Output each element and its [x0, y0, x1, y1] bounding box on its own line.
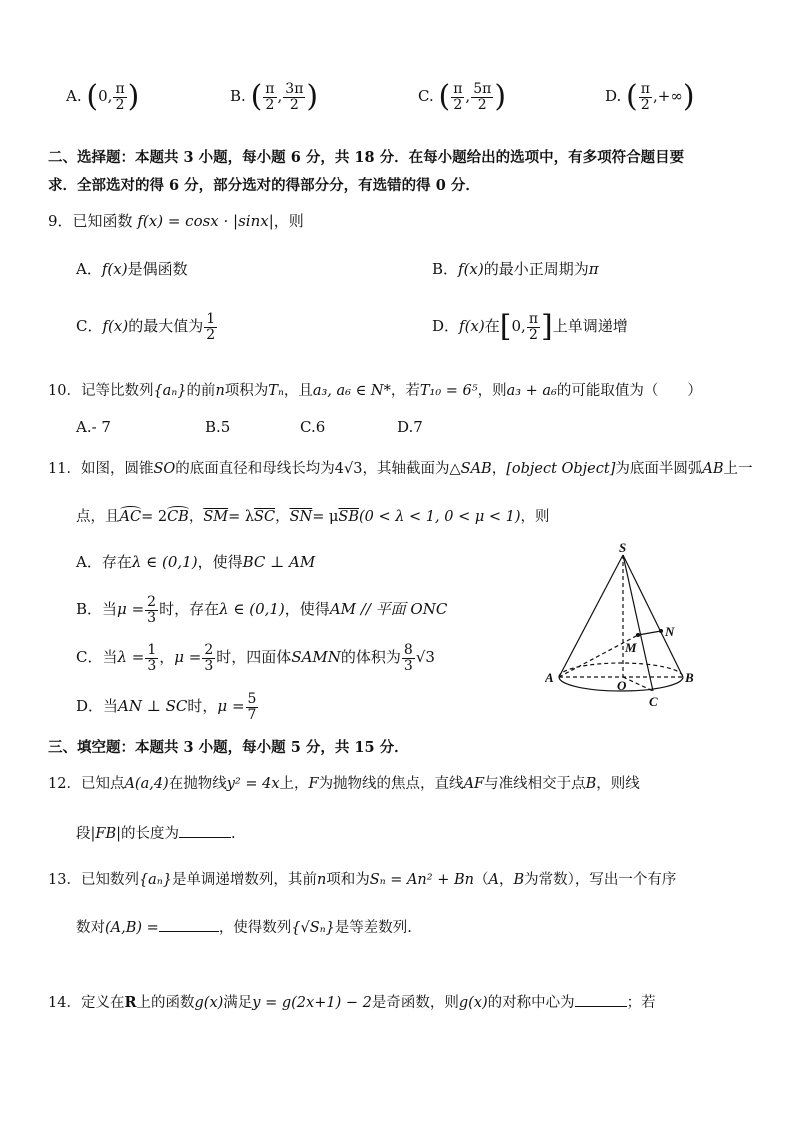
q14-answer-blank[interactable] — [575, 992, 627, 1007]
q10-option-b: B.5 — [205, 418, 231, 436]
cone-edge-sb — [623, 555, 683, 677]
q10-stem: 10．记等比数列{aₙ}的前n项积为Tₙ，且a₃, a₆ ∈ N*，若T₁₀ = 6⁵，则a₃ + a₆的可能取值为（ ） — [48, 383, 702, 399]
section2-line2: 求．全部选对的得 6 分，部分选对的得部分分，有选错的得 0 分． — [48, 177, 480, 194]
q14-line1: 14．定义在R上的函数g(x)满足y = g(2x+1) − 2是奇函数，则g(x)的对称中心为 ；若 — [48, 994, 656, 1011]
q11-option-a: A．存在λ ∈ (0,1)，使得BC ⊥ AM — [76, 553, 316, 571]
q11-option-b: B．当μ = $\frac{2}{3}$ 时，存在λ ∈ (0,1)，使得AM // 平面 ONC — [76, 594, 448, 626]
point-m — [636, 633, 640, 637]
q13-line2: 数对(A,B) = ，使得数列{√Sₙ}是等差数列. — [76, 916, 412, 937]
point-n — [659, 629, 663, 633]
q8-option-a: A. (0, $\frac{\pi}{2}$ ) — [66, 79, 140, 115]
q11-stem-line2: 点，且AC= 2CB，$\overline{SM}= \lambda\overline{SC}$，$\overline{SN}= \mu\overline{SB}(0 < \lambda < 1$, 0 < μ < 1)，则 — [76, 509, 550, 525]
q8-option-d: D. ( $\frac{\pi}{2}$ ,+∞) — [605, 79, 695, 115]
q9-option-d: D．f(x)在[0, $\frac{\pi}{2}$ ]上单调递增 — [432, 309, 628, 345]
q13-answer-blank[interactable] — [159, 917, 219, 932]
label-s: S — [619, 540, 627, 555]
cone-edge-sa — [559, 555, 623, 677]
q8-option-b: B. ( $\frac{\pi}{2}$ , $\frac{3\pi}{2}$ ) — [230, 79, 319, 115]
q9-option-b: B．f(x)的最小正周期为π — [432, 260, 599, 278]
q9-option-c: C．f(x)的最大值为 $\frac{1}{2}$ — [76, 311, 216, 343]
label-o: O — [617, 678, 627, 693]
label-m: M — [625, 640, 637, 655]
q10-option-a: A.- 7 — [76, 418, 111, 436]
q12-line2: 段|FB|的长度为 . — [76, 822, 236, 843]
base-back-arc — [559, 663, 683, 677]
label-n: N — [665, 624, 675, 639]
q10-option-c: C.6 — [300, 418, 326, 436]
cone-edge-sc — [623, 555, 653, 691]
q11-stem-line1: 11．如图，圆锥SO的底面直径和母线长均为4√3，其轴截面为△SAB，[object Object]为底面半圆弧AB上一 — [48, 461, 753, 477]
label-a: A — [545, 670, 554, 685]
section3-heading: 三、填空题：本题共 3 小题，每小题 5 分，共 15 分． — [48, 739, 409, 756]
section2-line1: 二、选择题：本题共 3 小题，每小题 6 分，共 18 分．在每小题给出的选项中，有多项符合题目要 — [48, 149, 685, 166]
q8-option-c: C. ( $\frac{\pi}{2}$ , $\frac{5\pi}{2}$ ) — [418, 79, 507, 115]
segment-mn — [638, 631, 661, 635]
q9-option-a: A．f(x)是偶函数 — [76, 260, 188, 278]
q11-option-d: D．当AN ⊥ SC时，μ = $\frac{5}{7}$ — [76, 691, 257, 723]
q13-line1: 13．已知数列{aₙ}是单调递增数列，其前n项和为Sₙ = An² + Bn（A，B为常数），写出一个有序 — [48, 872, 677, 888]
q12-line1: 12．已知点A(a,4)在抛物线y² = 4x上，F为抛物线的焦点，直线AF与准线相交于点B，则线 — [48, 776, 640, 792]
q10-option-d: D.7 — [397, 418, 423, 436]
cone-figure — [545, 540, 705, 715]
q11-option-c: C．当λ = $\frac{1}{3}$ ，μ = $\frac{2}{3}$ 时，四面体SAMN的体积为 $\frac{8}{3}$ √3 — [76, 642, 435, 674]
segment-oc — [623, 677, 653, 691]
q12-answer-blank[interactable] — [179, 823, 231, 838]
label-c: C — [649, 694, 658, 709]
q9-stem: 9．已知函数 f(x) = cosx · |sinx|，则 — [48, 212, 304, 230]
label-b: B — [685, 670, 694, 685]
